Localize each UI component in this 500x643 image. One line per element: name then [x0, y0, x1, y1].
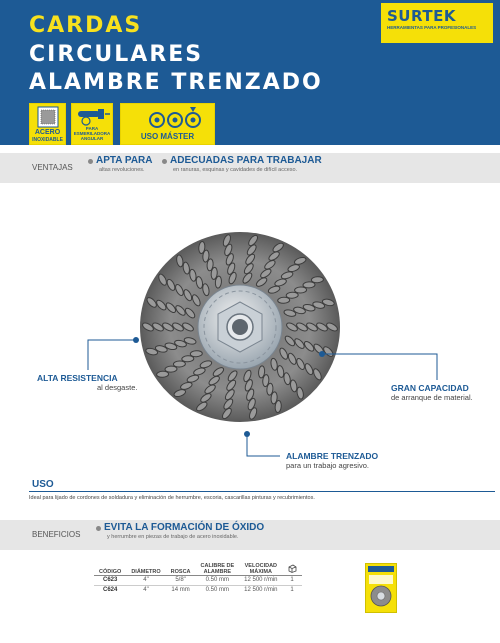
- badge-angle-grinder: [71, 103, 113, 145]
- header-banner: [0, 0, 500, 145]
- ventaja-2-title: ADECUADAS PARA TRABAJAR: [170, 155, 322, 166]
- title-line-2: CIRCULARES: [29, 42, 204, 67]
- logo-name: SURTEK: [387, 7, 456, 25]
- cell-codigo: C624: [102, 587, 118, 593]
- uso-title: USO: [32, 479, 54, 490]
- ventaja-2-subtitle: en ranuras, esquinas y cavidades de difícil acceso.: [173, 167, 298, 173]
- beneficios-band: [0, 520, 500, 550]
- callout-bottom-subtitle: para un trabajo agresivo.: [286, 461, 369, 470]
- bullet-icon: [162, 159, 167, 164]
- callout-left-subtitle: al desgaste.: [97, 383, 138, 392]
- cell-calibre: 0.50 mm: [205, 587, 230, 593]
- cell-empaque: 1: [290, 587, 294, 593]
- master-use-icon: [121, 105, 216, 131]
- beneficio-title: EVITA LA FORMACIÓN DE ÓXIDO: [104, 522, 265, 533]
- cell-rosca: 14 mm: [171, 587, 190, 593]
- cell-diametro: 4": [126, 576, 165, 586]
- badge-stainless-steel: [29, 103, 66, 145]
- bullet-icon: [88, 159, 93, 164]
- badge-tool-line1: PARA: [85, 126, 99, 131]
- package-thumbnail: [365, 563, 397, 613]
- table-row: [94, 576, 302, 586]
- cell-codigo: C623: [94, 576, 126, 586]
- uso-description: Ideal para lijado de cordones de soldadura y eliminación de herrumbre, escoria, cascarillas pinturas y recubrimientos.: [29, 495, 315, 501]
- badge-tool-line3: ANGULAR: [80, 136, 104, 141]
- ventaja-1-title: APTA PARA: [96, 155, 153, 166]
- wire-knot: [311, 276, 323, 283]
- badge-tool-line2: ESMERILADORA: [73, 131, 111, 136]
- callout-right-subtitle: de arranque de material.: [391, 393, 473, 402]
- header-empaque: [283, 563, 302, 576]
- stainless-steel-icon: [30, 105, 67, 129]
- uso-divider: [29, 491, 495, 492]
- callout-right-title: GRAN CAPACIDAD: [391, 383, 469, 393]
- specs-table: [94, 563, 302, 595]
- header-rosca: ROSCA: [166, 563, 196, 576]
- specs-header-row: [94, 563, 302, 576]
- badge-material-line1: ACERO: [34, 129, 61, 136]
- cell-velocidad: 12 500 r/min: [239, 576, 282, 586]
- cell-rosca: 5/8": [166, 576, 196, 586]
- cell-diametro: 4": [143, 587, 149, 593]
- title-line-3: ALAMBRE TRENZADO: [29, 70, 323, 95]
- surtek-logo: [381, 3, 493, 43]
- logo-tagline: HERRAMIENTAS PARA PROFESIONALES: [387, 25, 477, 30]
- wire-knot: [286, 292, 298, 299]
- badge-uso-label: USO MÁSTER: [140, 132, 195, 141]
- cell-empaque: 1: [283, 576, 302, 586]
- package-icon: [288, 564, 297, 573]
- package-thumbnail-image: [366, 564, 396, 612]
- ventajas-label: VENTAJAS: [32, 163, 73, 172]
- callout-left-title: ALTA RESISTENCIA: [37, 373, 118, 383]
- title-line-1: CARDAS: [29, 13, 143, 38]
- angle-grinder-icon: [72, 105, 114, 127]
- header-diametro: DIÁMETRO: [126, 563, 165, 576]
- wire-knot: [303, 282, 315, 289]
- callout-bottom-title: ALAMBRE TRENZADO: [286, 451, 379, 461]
- header-codigo: CÓDIGO: [94, 563, 126, 576]
- ventajas-band: [0, 153, 500, 183]
- cell-velocidad: 12 500 r/min: [244, 587, 278, 593]
- header-calibre: CALIBRE DE ALAMBRE: [196, 563, 240, 576]
- header-velocidad: VELOCIDAD MÁXIMA: [239, 563, 282, 576]
- ventaja-1-subtitle: altas revoluciones.: [99, 167, 145, 173]
- table-row: [94, 586, 302, 596]
- cell-calibre: 0.50 mm: [196, 576, 240, 586]
- bullet-icon: [96, 526, 101, 531]
- beneficios-label: BENEFICIOS: [32, 530, 81, 539]
- badge-uso-master: [120, 103, 215, 145]
- badge-material-line2: INOXIDABLE: [32, 137, 63, 143]
- callout-lines: [0, 330, 500, 480]
- beneficio-subtitle: y herrumbre en piezas de trabajo de acero inoxidable.: [107, 534, 239, 540]
